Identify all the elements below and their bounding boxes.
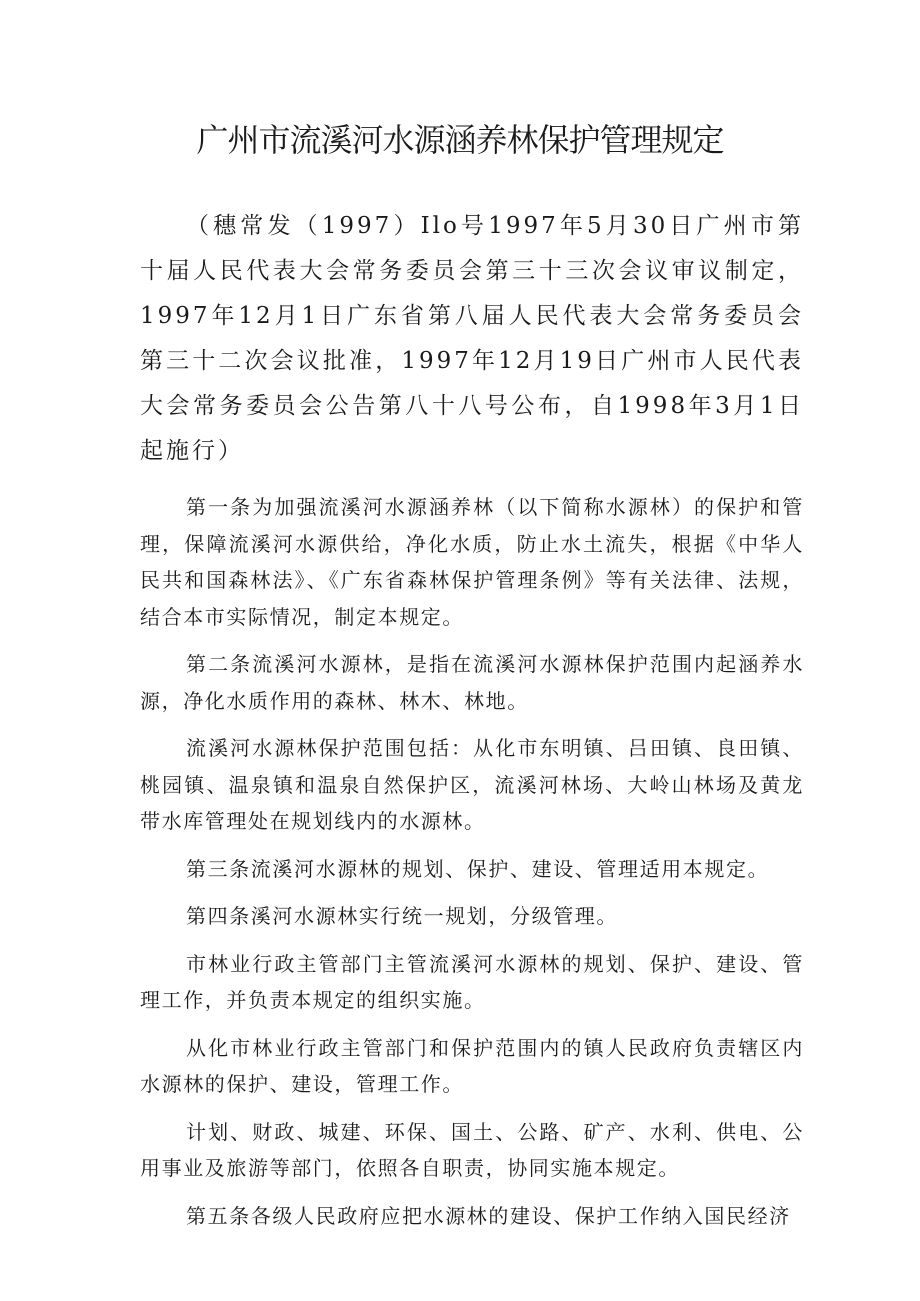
city-forestry-duty-paragraph: 市林业行政主管部门主管流溪河水源林的规划、保护、建设、管理工作，并负责本规定的组织实施。 — [140, 951, 804, 1012]
document-title: 广州市流溪河水源涵养林保护管理规定 — [196, 121, 724, 159]
conghua-forestry-duty-paragraph: 从化市林业行政主管部门和保护范围内的镇人民政府负责辖区内水源林的保护、建设，管理工作。 — [140, 1035, 804, 1096]
article-1-paragraph: 第一条为加强流溪河水源涵养林（以下简称水源林）的保护和管理，保障流溪河水源供给，净化水质，防止水土流失，根据《中华人民共和国森林法》、《广东省森林保护管理条例》等有关法律、法规，结合本市实际情况，制定本规定。 — [140, 495, 804, 629]
document-body — [140, 489, 804, 1245]
article-2-paragraph: 第二条流溪河水源林，是指在流溪河水源林保护范围内起涵养水源，净化水质作用的森林、林木、林地。 — [140, 652, 804, 713]
article-5-paragraph: 第五条各级人民政府应把水源林的建设、保护工作纳入国民经济 — [186, 1203, 791, 1228]
departments-duty-paragraph: 计划、财政、城建、环保、国土、公路、矿产、水利、供电、公用事业及旅游等部门，依照各自职责，协同实施本规定。 — [140, 1119, 804, 1180]
article-4-paragraph: 第四条溪河水源林实行统一规划，分级管理。 — [186, 904, 618, 928]
protection-scope-paragraph: 流溪河水源林保护范围包括：从化市东明镇、吕田镇、良田镇、桃园镇、温泉镇和温泉自然保护区，流溪河林场、大岭山林场及黄龙带水库管理处在规划线内的水源林。 — [140, 736, 804, 833]
article-3-paragraph: 第三条流溪河水源林的规划、保护、建设、管理适用本规定。 — [186, 856, 770, 881]
preamble: （穗常发（1997）Ilo号1997年5月30日广州市第十届人民代表大会常务委员会第三十三次会议审议制定，1997年12月1日广东省第八届人民代表大会常务委员会第三十二次会议批准，1997年12月19日广州市人民代表大会常务委员会公告第八十八号公布，自1998年3月1日起施行） — [140, 213, 804, 464]
